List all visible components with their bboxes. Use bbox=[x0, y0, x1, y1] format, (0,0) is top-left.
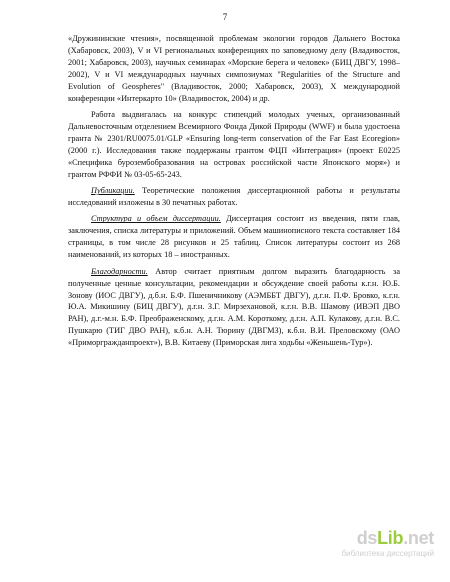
paragraph-publications bbox=[68, 185, 400, 209]
paragraph-structure bbox=[68, 213, 400, 261]
paragraph-acknowledgements bbox=[68, 266, 400, 349]
logo-suffix: .net bbox=[403, 528, 434, 548]
dslib-logo bbox=[324, 528, 434, 548]
structure-text: Диссертация состоит из введения, пяти глав, заключения, списка литературы и приложений. Объем машинописного текста составляет 184 страницы, в том числе 28 рисунков и 25 таблиц. Список литературы состоит из 268 наименований, из которых 18 – иностранных. bbox=[68, 214, 400, 260]
publications-text: Теоретические положения диссертационной работы и результаты исследований изложены в 30 печатных работах. bbox=[68, 186, 400, 207]
paragraph-grants: Работа выдвигалась на конкурс стипендий молодых ученых, организованный Дальневосточным отделением Всемирного Фонда Дикой Природы (WWF) и была удостоена гранта № 2301/RU0075.01/GLP «Ensuring long-term conservation of the Far East Ecoregion» (2000 г.). Исследования также поддержаны грантом ФЦП «Интеграция» (проект Е0225 «Специфика бурозембобразования на островах российской части Японского моря») и грантом РФФИ № 03-05-65-243. bbox=[68, 110, 400, 179]
structure-heading: Структура и объем диссертации. bbox=[91, 214, 221, 224]
acknowledgements-text: Автор считает приятным долгом выразить благодарность за полученные ценные консультации, рекомендации и обсуждение своей работы к.г.н. Ю.Б. Зонову (ИОС ДВГУ), д.б.н. Б.Ф. Пшеничникову (АЭМББТ ДВГУ), д.г.н. П.Ф. Бровко, к.г.н. Ю.А. Микишину (БИЦ ДВГУ), д.г.н. З.Г. Мирзехановой, к.г.н. В.В. Шамову (ИВЭП ДВО РАН), д.г.-м.н. Б.Ф. Преображенскому, д.г.н. А.М. Короткому, д.г.н. А.П. Кулакову, д.г.н. В.С. Пушкарю (ТИГ ДВО РАН), к.б.н. А.Н. Тюрину (ДВГМЗ), к.б.н. В.И. Преловскому (ОАО «Приморгражданпроект»), В.В. Китаеву (Приморская лига ходьбы «Женьшень-Тур»). bbox=[68, 266, 400, 348]
dslib-watermark bbox=[324, 528, 434, 568]
logo-main: Lib bbox=[377, 528, 404, 548]
document-body bbox=[68, 33, 400, 354]
paragraph-conferences: «Дружининские чтения», посвященной проблемам экологии городов Дальнего Востока (Хабаровск, 2003), V и VI региональных конференциях по заповедному делу (Владивосток, 2001; Хабаровск, 2003), научных семинарах «Морские берега и человек» (БИЦ ДВГУ, 1998–2002), V и VI международных научных симпозиумах "Regularities of the Structure and Evolution of Geospheres" (Владивосток, 2000; Хабаровск, 2003), X международной конференции «Интеркарто 10» (Владивосток, 2004) и др. bbox=[68, 34, 400, 103]
page-number: 7 bbox=[222, 12, 228, 22]
acknowledgements-heading: Благодарности. bbox=[91, 266, 148, 276]
logo-prefix: ds bbox=[356, 528, 378, 548]
publications-heading: Публикации. bbox=[91, 186, 135, 196]
watermark-subtitle: библиотека диссертаций bbox=[341, 549, 434, 558]
